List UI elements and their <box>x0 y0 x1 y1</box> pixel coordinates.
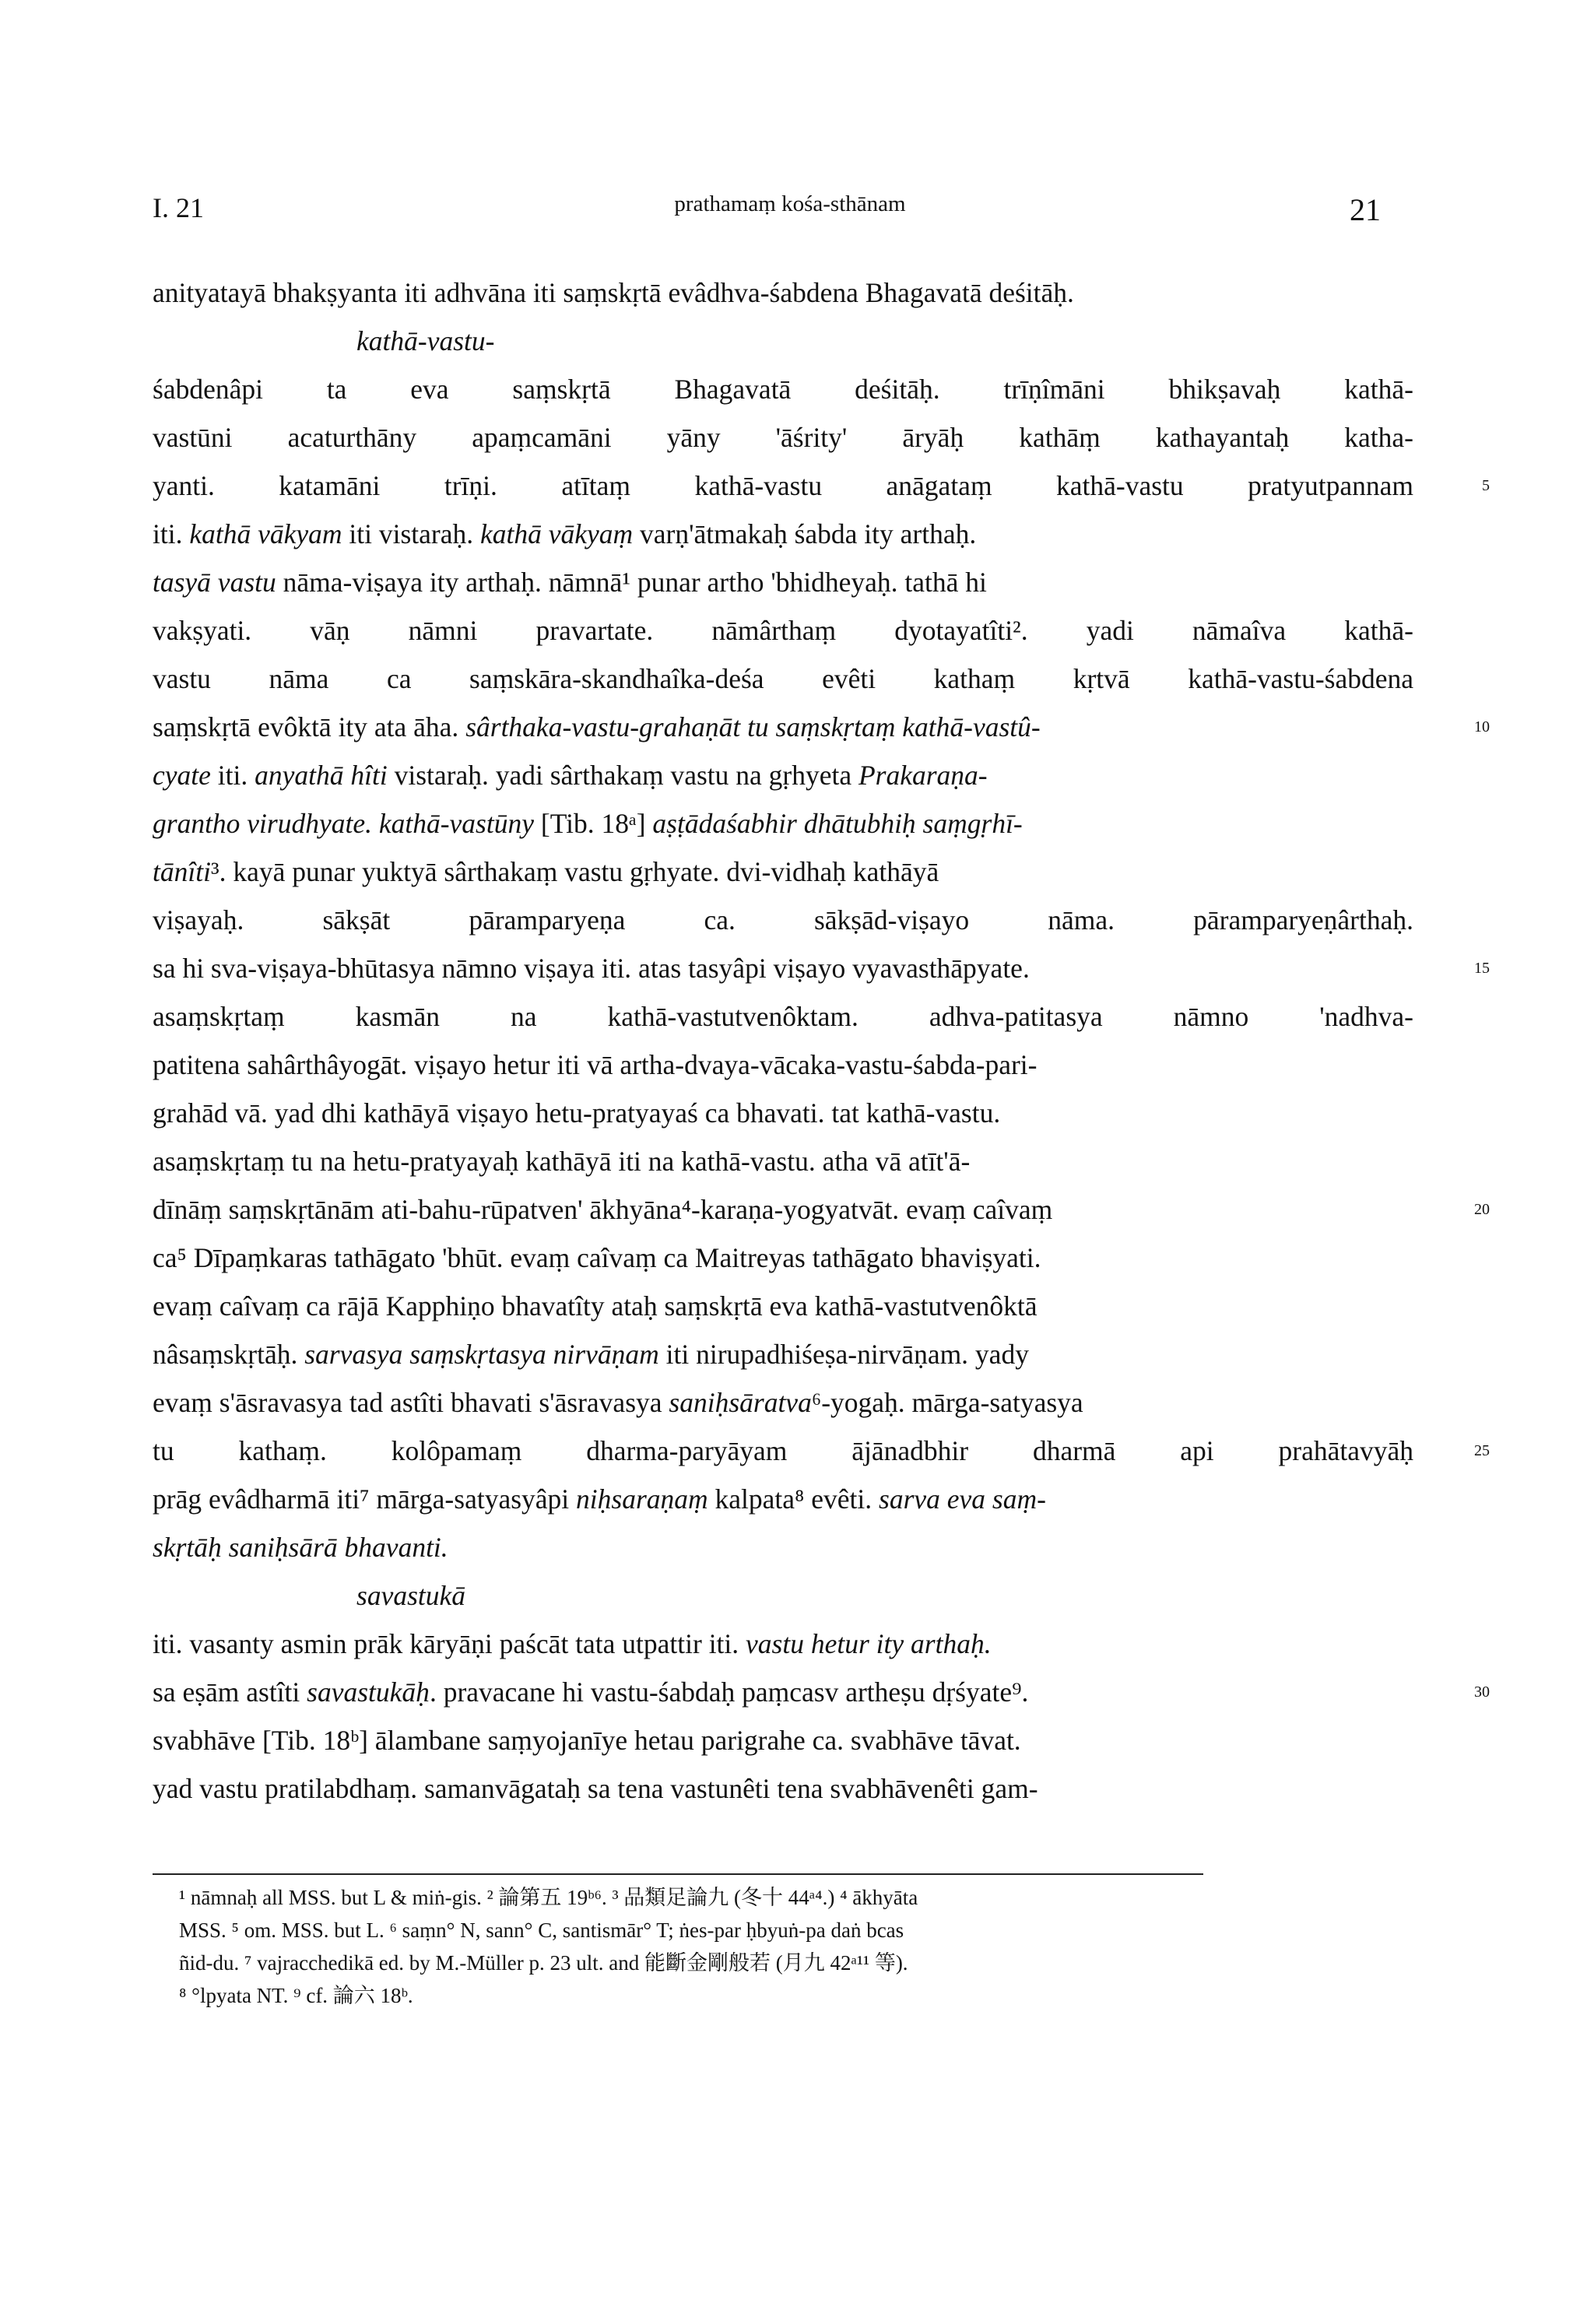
text-line: yanti. katamāni trīṇi. atītaṃ kathā-vastu anāgataṃ kathā-vastu pratyutpannam 5 <box>153 462 1413 510</box>
footnotes <box>179 1881 1378 2012</box>
text-line: prāg evâdharmā iti⁷ mārga-satyasyâpi niḥsaraṇaṃ kalpata⁸ evêti. sarva eva saṃ- <box>153 1483 1046 1515</box>
text-line: grantho virudhyate. kathā-vastūny [Tib. 18ᵃ] aṣṭādaśabhir dhātubhiḥ saṃgṛhī- <box>153 808 1023 839</box>
text-line: cyate iti. anyathā hîti vistaraḥ. yadi sârthakaṃ vastu na gṛhyeta Prakaraṇa- <box>153 760 988 791</box>
text-line: svabhāve [Tib. 18ᵇ] ālambane saṃyojanīye hetau parigrahe ca. svabhāve tāvat. <box>153 1725 1021 1756</box>
text-line: sa eṣām astîti savastukāḥ. pravacane hi vastu-śabdaḥ paṃcasv artheṣu dṛśyate⁹. 30 <box>153 1668 1413 1716</box>
text-line: kathā-vastu- <box>356 325 495 356</box>
line-number: 20 <box>1474 1201 1490 1218</box>
text-line: asaṃskṛtaṃ kasmān na kathā-vastutvenôktam. adhva-patitasya nāmno 'nadhva- <box>153 1001 1413 1032</box>
footnote-line: ⁸ °lpyata NT. ⁹ cf. 論六 18ᵇ. <box>179 1984 413 2007</box>
line-number: 15 <box>1474 960 1490 977</box>
text-line: tasyā vastu nāma-viṣaya ity arthaḥ. nāmnā¹ punar artho 'bhidheyaḥ. tathā hi <box>153 567 987 598</box>
footnote-line: MSS. ⁵ om. MSS. but L. ⁶ saṃn° N, sann° C, santismār° T; ṅes-par ḥbyuṅ-pa daṅ bcas <box>179 1919 904 1942</box>
page-number: 21 <box>1350 192 1381 227</box>
text-line: evaṃ s'āsravasya tad astîti bhavati s'āsravasya saniḥsāratva⁶-yogaḥ. mārga-satyasya <box>153 1387 1083 1418</box>
text-line: vakṣyati. vāṇ nāmni pravartate. nāmârthaṃ dyotayatîti². yadi nāmaîva kathā- <box>153 615 1413 646</box>
text-line: vastūni acaturthāny apaṃcamāni yāny 'āśrity' āryāḥ kathāṃ kathayantaḥ katha- <box>153 422 1413 453</box>
footnote-line: ¹ nāmnaḥ all MSS. but L & miṅ-gis. ² 論第五 19ᵇ⁶. ³ 品類足論九 (冬十 44ᵃ⁴.) ⁴ ākhyāta <box>179 1886 918 1909</box>
text-line: grahād vā. yad dhi kathāyā viṣayo hetu-pratyayaś ca bhavati. tat kathā-vastu. <box>153 1097 1001 1129</box>
main-text <box>153 269 1490 1813</box>
text-line: skṛtāḥ saniḥsārā bhavanti. <box>153 1532 448 1563</box>
text-line: sa hi sva-viṣaya-bhūtasya nāmno viṣaya iti. atas tasyâpi viṣayo vyavasthāpyate. 15 <box>153 944 1413 992</box>
footnote-divider <box>153 1873 1203 1875</box>
footnote-line: ñid-du. ⁷ vajracchedikā ed. by M.-Müller p. 23 ult. and 能斷金剛般若 (月九 42ᵃ¹¹ 等). <box>179 1951 908 1975</box>
text-line: iti. vasanty asmin prāk kāryāṇi paścāt tata utpattir iti. vastu hetur ity arthaḥ. <box>153 1628 992 1659</box>
text-line: iti. kathā vākyam iti vistaraḥ. kathā vākyaṃ varṇ'ātmakaḥ śabda ity arthaḥ. <box>153 518 977 549</box>
text-line: patitena sahârthâyogāt. viṣayo hetur iti vā artha-dvaya-vācaka-vastu-śabda-pari- <box>153 1049 1038 1080</box>
text-line: tānîti³. kayā punar yuktyā sârthakaṃ vastu gṛhyate. dvi-vidhaḥ kathāyā <box>153 856 939 887</box>
text-line: anityatayā bhakṣyanta iti adhvāna iti saṃskṛtā evâdhva-śabdena Bhagavatā deśitāḥ. <box>153 277 1074 308</box>
text-line: dīnāṃ saṃskṛtānām ati-bahu-rūpatven' ākhyāna⁴-karaṇa-yogyatvāt. evaṃ caîvaṃ 20 <box>153 1185 1413 1234</box>
running-title: prathamaṃ kośa-sthānam <box>674 191 906 216</box>
section-marker: I. 21 <box>153 192 204 223</box>
text-line: evaṃ caîvaṃ ca rājā Kapphiṇo bhavatîty ataḥ saṃskṛtā eva kathā-vastutvenôktā <box>153 1290 1038 1322</box>
text-line: viṣayaḥ. sākṣāt pāramparyeṇa ca. sākṣād-viṣayo nāma. pāramparyeṇârthaḥ. <box>153 904 1413 936</box>
text-line: śabdenâpi ta eva saṃskṛtā Bhagavatā deśitāḥ. trīṇîmāni bhikṣavaḥ kathā- <box>153 374 1413 405</box>
text-line: asaṃskṛtaṃ tu na hetu-pratyayaḥ kathāyā iti na kathā-vastu. atha vā atīt'ā- <box>153 1146 971 1177</box>
text-line: nâsaṃskṛtāḥ. sarvasya saṃskṛtasya nirvāṇam iti nirupadhiśeṣa-nirvāṇam. yady <box>153 1339 1029 1370</box>
line-number: 30 <box>1474 1683 1490 1701</box>
line-number: 5 <box>1482 477 1490 494</box>
text-line: ca⁵ Dīpaṃkaras tathāgato 'bhūt. evaṃ caîvaṃ ca Maitreyas tathāgato bhaviṣyati. <box>153 1242 1041 1273</box>
line-number: 25 <box>1474 1442 1490 1459</box>
text-line: yad vastu pratilabdhaṃ. samanvāgataḥ sa tena vastunêti tena svabhāvenêti gam- <box>153 1773 1038 1804</box>
text-line: vastu nāma ca saṃskāra-skandhaîka-deśa evêti kathaṃ kṛtvā kathā-vastu-śabdena <box>153 663 1413 694</box>
text-line: saṃskṛtā evôktā ity ata āha. sârthaka-vastu-grahaṇāt tu saṃskṛtaṃ kathā-vastû- 10 <box>153 703 1413 751</box>
text-line: tu kathaṃ. kolôpamaṃ dharma-paryāyam ājānadbhir dharmā api prahātavyāḥ 25 <box>153 1427 1413 1475</box>
line-number: 10 <box>1474 718 1490 735</box>
text-line: savastukā <box>356 1580 466 1611</box>
